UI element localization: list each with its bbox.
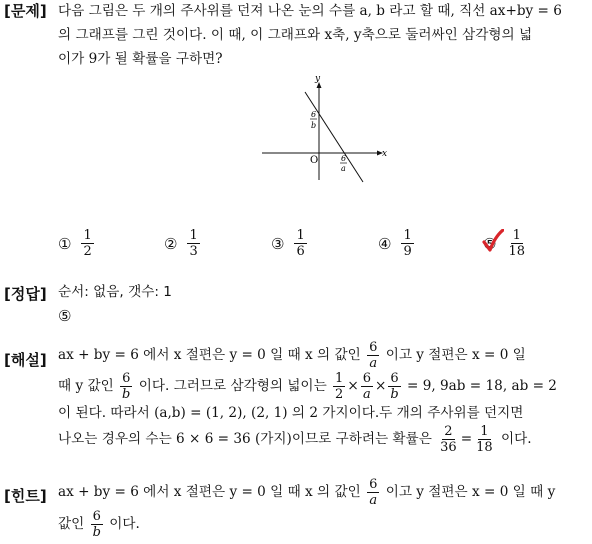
answer-line-1: 순서: 없음, 갯수: 1 [58, 284, 172, 300]
solution-tag: [해설] [4, 351, 47, 369]
x-intercept-numerator: 6 [341, 154, 347, 163]
graph-line [305, 92, 363, 182]
choice-fraction: $\frac{1}{18}$ [508, 228, 525, 259]
problem-line-2: 의 그래프를 그린 것이다. 이 때, 이 그래프와 x축, y축으로 둘러싸인 삼각형의 넓 [58, 27, 533, 43]
problem-line-1: 다음 그림은 두 개의 주사위를 던져 나온 눈의 수를 a, b 라고 할 때, 직선 ax+by = 6 [58, 3, 562, 19]
answer-line-2: ⑤ [58, 307, 72, 325]
choice-1[interactable] [58, 228, 96, 259]
answer-text [58, 280, 586, 328]
choice-fraction: $\frac{1}{6}$ [296, 228, 305, 259]
choice-3[interactable] [271, 228, 309, 259]
x-intercept-denominator: a [341, 164, 346, 173]
y-intercept-numerator: 6 [311, 110, 317, 119]
solution-line-1: ax + by = 6 에서 x 절편은 y = 0 일 때 x 의 값인 $\frac{6}{a}$ 이고 y 절편은 x = 0 일 [58, 340, 526, 371]
choice-fraction: $\frac{1}{3}$ [189, 228, 198, 259]
y-axis-label: y [315, 74, 321, 84]
solution-line-4: 나오는 경우의 수는 6 × 6 = 36 (가지)이므로 구하려는 확률은 $\frac{2}{36}$ = $\frac{1}{18}$ 이다. [58, 424, 532, 455]
fraction: $\frac{6}{b}$ [122, 371, 131, 402]
choice-number: ① [58, 234, 72, 253]
fraction: $\frac{6}{a}$ [369, 477, 378, 508]
origin-label: O [310, 155, 319, 166]
fraction: $\frac{2}{36}$ [440, 424, 457, 455]
x-axis-label: x [382, 149, 388, 159]
hint-line-1: ax + by = 6 에서 x 절편은 y = 0 일 때 x 의 값인 $\frac{6}{a}$ 이고 y 절편은 x = 0 일 때 y [58, 477, 556, 508]
solution-line-3: 이 된다. 따라서 (a,b) = (1, 2), (2, 1) 의 2 가지이다.두 개의 주사위를 던지면 [58, 405, 524, 421]
choice-2[interactable] [164, 228, 202, 259]
choice-number: ⑤ [483, 235, 496, 253]
solution-text [58, 340, 586, 455]
choice-number: ④ [378, 234, 392, 253]
hint-tag: [힌트] [4, 487, 47, 505]
choice-fraction: $\frac{1}{2}$ [83, 228, 92, 259]
choice-4[interactable] [378, 228, 416, 259]
checkmark-icon [482, 229, 504, 253]
line-graph [255, 72, 395, 184]
fraction: $\frac{1}{18}$ [476, 424, 493, 455]
fraction: $\frac{1}{2}$ [335, 371, 344, 402]
answer-tag: [정답] [4, 285, 47, 303]
fraction: $\frac{6}{b}$ [390, 371, 399, 402]
hint-text [58, 476, 586, 540]
choices [58, 228, 588, 268]
solution-line-2: 때 y 값인 $\frac{6}{b}$ 이다. 그러므로 삼각형의 넓이는 $\frac{1}{2}$ × $\frac{6}{a}$ × $\frac{6}{b}$ = 9, 9ab = 18, ab = 2 [58, 371, 557, 402]
y-intercept-denominator: b [311, 121, 317, 130]
hint-line-2: 값인 $\frac{6}{b}$ 이다. [58, 509, 140, 540]
choice-number: ③ [271, 234, 285, 253]
choice-fraction: $\frac{1}{9}$ [403, 228, 412, 259]
choice-5[interactable] [483, 228, 529, 259]
fraction: $\frac{6}{a}$ [369, 340, 378, 371]
problem-text [58, 0, 586, 71]
fraction: $\frac{6}{a}$ [362, 371, 371, 402]
problem-tag: [문제] [4, 2, 47, 20]
choice-number: ② [164, 234, 178, 253]
fraction: $\frac{6}{b}$ [92, 509, 101, 540]
problem-line-3: 이가 9가 될 확률을 구하면? [58, 51, 223, 67]
